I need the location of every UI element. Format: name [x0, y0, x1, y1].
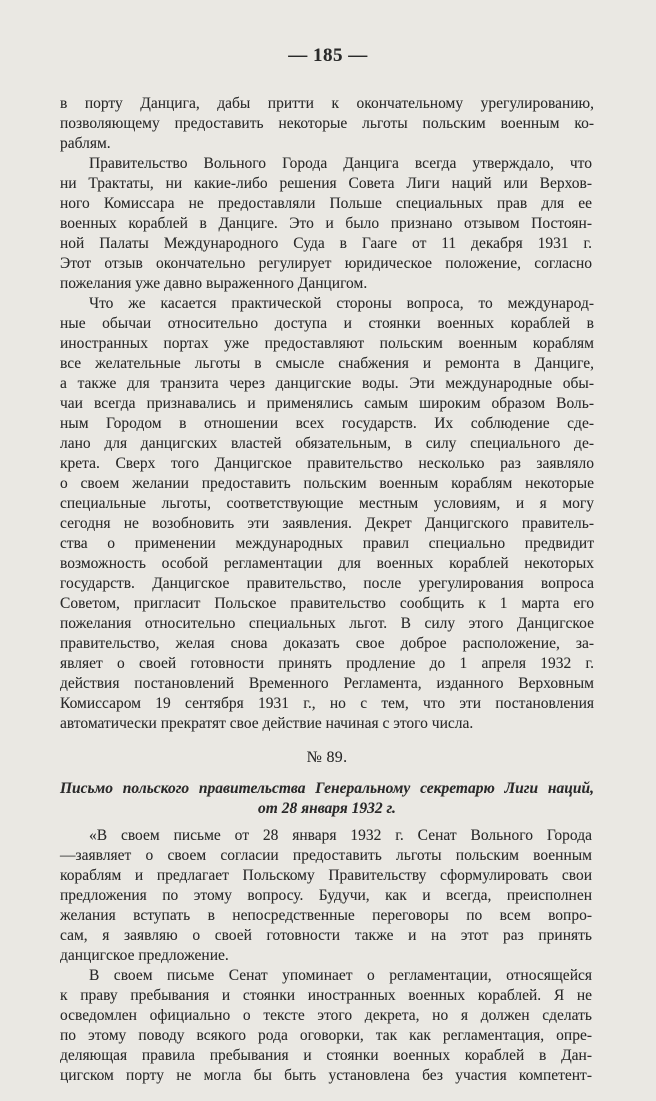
text-line: В своем письме Сенат упоминает о регламентации, относящейся — [89, 967, 592, 984]
text-line: Правительство Вольного Города Данцига всегда утверждало, что — [89, 155, 592, 172]
text-line: военных кораблей в Данциге. Это и было признано отзывом Постоян- — [60, 215, 592, 232]
text-line: лано для данцигских властей обязательным, в силу специального де- — [60, 435, 594, 452]
text-line: ства о применении международных правил специально предвидит — [60, 535, 594, 552]
text-line: раблям. — [60, 135, 111, 152]
text-line: действия постановлений Временного Регламента, изданного Верховным — [60, 675, 594, 692]
text-line: правительство, желая снова доказать свое доброе расположение, за- — [60, 635, 594, 652]
text-line: ни Трактаты, ни какие-либо решения Совета Лиги наций или Верхов- — [60, 175, 592, 192]
text-line: Этот отзыв окончательно регулирует юридическое положение, согласно — [60, 255, 592, 272]
text-line: «В своем письме от 28 января 1932 г. Сенат Вольного Города — [89, 827, 592, 844]
text-line: о своем желании предоставить польским военным кораблям некоторые — [60, 475, 594, 492]
text-line: возможность особой регламентации для военных кораблей некоторых — [60, 555, 594, 572]
text-line: предложения по этому вопросу. Будучи, как и всегда, преисполнен — [60, 887, 592, 904]
text-line: специальные льготы, соответствующие местным условиям, и я могу — [60, 495, 594, 512]
text-line: желания вступать в непосредственные переговоры по всем вопро- — [60, 907, 592, 924]
text-line: к праву пребывания и стоянки иностранных военных кораблей. Я не — [60, 987, 592, 1004]
text-line: пожелания уже давно выраженного Данцигом. — [60, 275, 368, 292]
text-line: осведомлен официально о тексте этого декрета, но я должен сделать — [60, 1007, 592, 1024]
text-line: а также для транзита через данцигские воды. Эти международные обы- — [60, 375, 594, 392]
text-line: сам, я заявляю о своей готовности также и на этот раз принять — [60, 927, 592, 944]
page-number: — 185 — — [288, 45, 368, 66]
text-line: Комиссаром 19 сентября 1931 г., но с тем, что эти постановления — [60, 695, 594, 712]
section-number: № 89. — [306, 749, 348, 766]
text-line: деляющая правила пребывания и стоянки военных кораблей в Дан- — [60, 1047, 592, 1064]
text-line: являет о своей готовности принять продление до 1 апреля 1932 г. — [60, 655, 594, 672]
text-line: по этому поводу всякого рода оговорки, так как регламентация, опре- — [60, 1027, 592, 1044]
text-line: государств. Данцигское правительство, после урегулирования вопроса — [60, 575, 594, 592]
text-line: иностранных портах уже предоставляют польским военным кораблям — [60, 335, 594, 352]
text-line: пожелания относительно специальных льгот. В силу этого Данцигское — [60, 615, 594, 632]
text-line: все желательные льготы в смысле снабжения и ремонта в Данциге, — [60, 355, 594, 372]
text-line: ного Комиссара не предоставляли Польше специальных прав для ее — [60, 195, 592, 212]
text-line: Советом, пригласит Польское правительство сообщить к 1 марта его — [60, 595, 594, 612]
text-line: ные обычаи относительно доступа и стоянки военных кораблей в — [60, 315, 594, 332]
text-line: ным Городом в отношении всех государств. Их соблюдение сде- — [60, 415, 594, 432]
text-line: кораблям и предлагает Польскому Правительству сформулировать свои — [60, 867, 592, 884]
text-line: —заявляет о своем согласии предоставить льготы польским военным — [60, 847, 592, 864]
text-line: автоматически прекратят свое действие начиная с этого числа. — [60, 715, 474, 732]
text-line: цигском порту не могла бы быть установлена без участия компетент- — [60, 1067, 592, 1084]
text-line: чаи всегда признавались и применялись самым широким образом Воль- — [60, 395, 594, 412]
section-title: от 28 января 1932 г. — [258, 800, 396, 817]
text-line: крета. Сверх того Данцигское правительство несколько раз заявляло — [60, 455, 594, 472]
text-line: позволяющему предоставить некоторые льготы польским военным ко- — [60, 115, 594, 132]
text-line: Что же касается практической стороны вопроса, то международ- — [89, 295, 594, 312]
text-line: сегодня не возобновить эти заявления. Декрет Данцигского правитель- — [60, 515, 594, 532]
text-line: данцигское предложение. — [60, 947, 229, 964]
section-title: Письмо польского правительства Генеральному секретарю Лиги наций, — [60, 780, 594, 797]
text-line: в порту Данцига, дабы притти к окончательному урегулированию, — [60, 95, 594, 112]
text-line: ной Палаты Международного Суда в Гааге от 11 декабря 1931 г. — [60, 235, 592, 252]
